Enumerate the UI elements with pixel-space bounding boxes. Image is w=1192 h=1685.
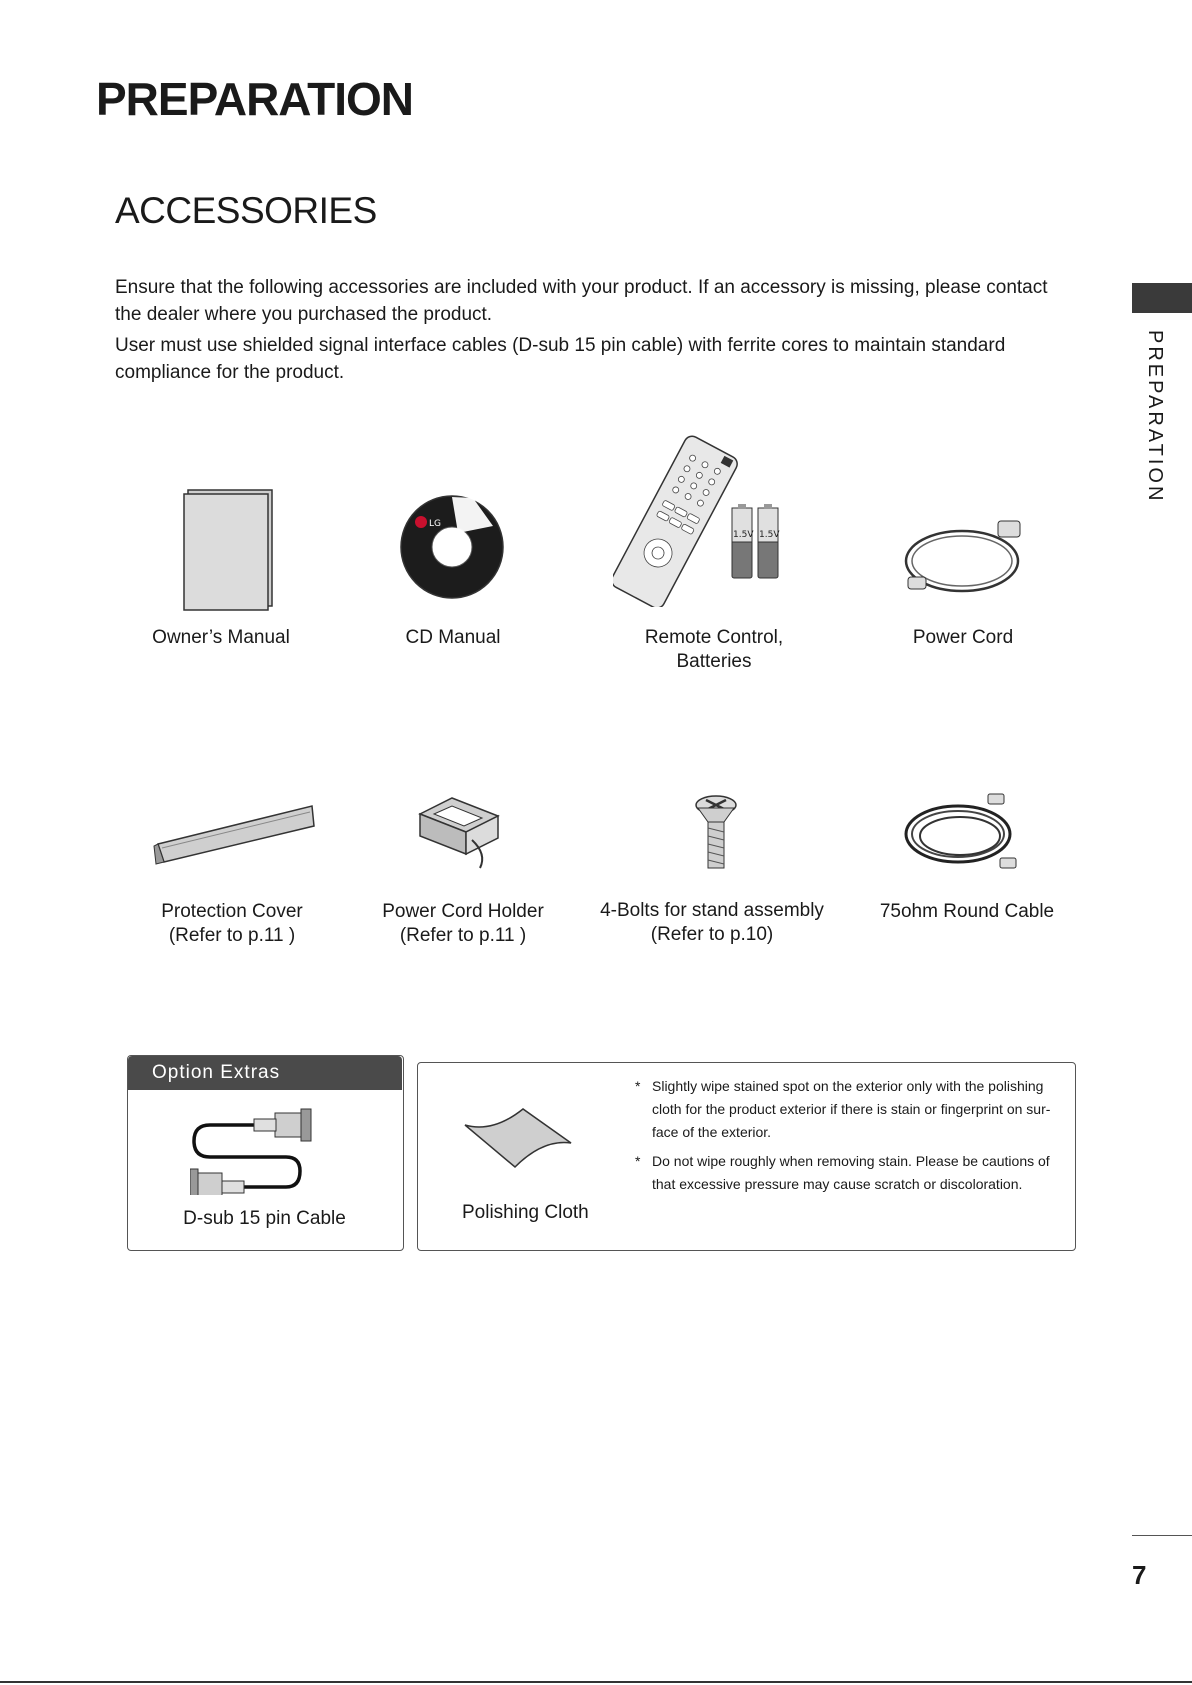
bolt-illustration <box>692 794 740 872</box>
power-cord-illustration <box>900 515 1030 597</box>
polishing-cloth-illustration <box>463 1105 573 1169</box>
intro-line-1: Ensure that the following accessories are included with your product. If an accessory is missing, please contact <box>115 277 1048 298</box>
intro-line-4: compliance for the product. <box>115 362 345 383</box>
accessory-label-power-cord: Power Cord <box>912 627 1014 648</box>
dsub-cable-label: D-sub 15 pin Cable <box>183 1208 346 1229</box>
page-number: 7 <box>1132 1560 1147 1590</box>
protection-cover-illustration <box>152 800 317 866</box>
side-label-text: PREPARATION <box>1144 330 1166 504</box>
bottom-rule <box>0 1681 1192 1683</box>
accessory-label-remote-control: Remote Control, Batteries <box>644 627 784 672</box>
intro-paragraph-1 <box>115 274 1075 328</box>
page-number-rule <box>1132 1535 1192 1536</box>
cd-logo-text: LG <box>429 519 441 529</box>
accessory-label-round-cable: 75ohm Round Cable <box>879 901 1055 922</box>
intro-paragraph-2 <box>115 332 1075 386</box>
side-label <box>1132 330 1182 504</box>
note-bullet: * <box>635 1153 641 1169</box>
battery-2-label: 1.5V <box>759 530 780 540</box>
polishing-cloth-label: Polishing Cloth <box>462 1202 589 1223</box>
battery-1-label: 1.5V <box>733 530 754 540</box>
note-bullet: * <box>635 1078 641 1094</box>
owners-manual-illustration <box>180 486 275 611</box>
batteries-illustration <box>730 504 782 580</box>
power-cord-holder-illustration <box>412 792 507 870</box>
note-text: Slightly wipe stained spot on the exterior only with the polishing cloth for the product exterior if there is stain or fingerprint on sur-face of the exterior. <box>652 1078 1051 1140</box>
page-title: PREPARATION <box>96 73 413 125</box>
note-text: Do not wipe roughly when removing stain. Please be cautions of that excessive pressure may cause scratch or discoloration. <box>652 1153 1050 1192</box>
accessory-label-owners-manual: Owner’s Manual <box>152 627 290 648</box>
accessory-label-cd-manual: CD Manual <box>405 627 501 648</box>
accessory-label-bolts: 4-Bolts for stand assembly (Refer to p.10) <box>600 900 824 945</box>
round-cable-illustration <box>900 792 1025 874</box>
side-tab-marker <box>1132 283 1192 313</box>
note-item <box>632 1075 1064 1144</box>
dsub-cable-illustration <box>190 1105 320 1195</box>
option-extras-header-text: Option Extras <box>152 1062 281 1083</box>
note-item <box>632 1150 1064 1196</box>
cd-manual-illustration <box>398 493 506 601</box>
option-extras-header <box>128 1056 402 1090</box>
section-title: ACCESSORIES <box>115 190 377 231</box>
intro-line-3: User must use shielded signal interface cables (D-sub 15 pin cable) with ferrite cores to maintain standard <box>115 335 1006 356</box>
accessory-label-power-cord-holder: Power Cord Holder (Refer to p.11 ) <box>382 901 544 946</box>
polishing-notes <box>632 1075 1064 1202</box>
accessory-label-protection-cover: Protection Cover (Refer to p.11 ) <box>161 901 303 946</box>
intro-line-2: the dealer where you purchased the product. <box>115 304 493 325</box>
